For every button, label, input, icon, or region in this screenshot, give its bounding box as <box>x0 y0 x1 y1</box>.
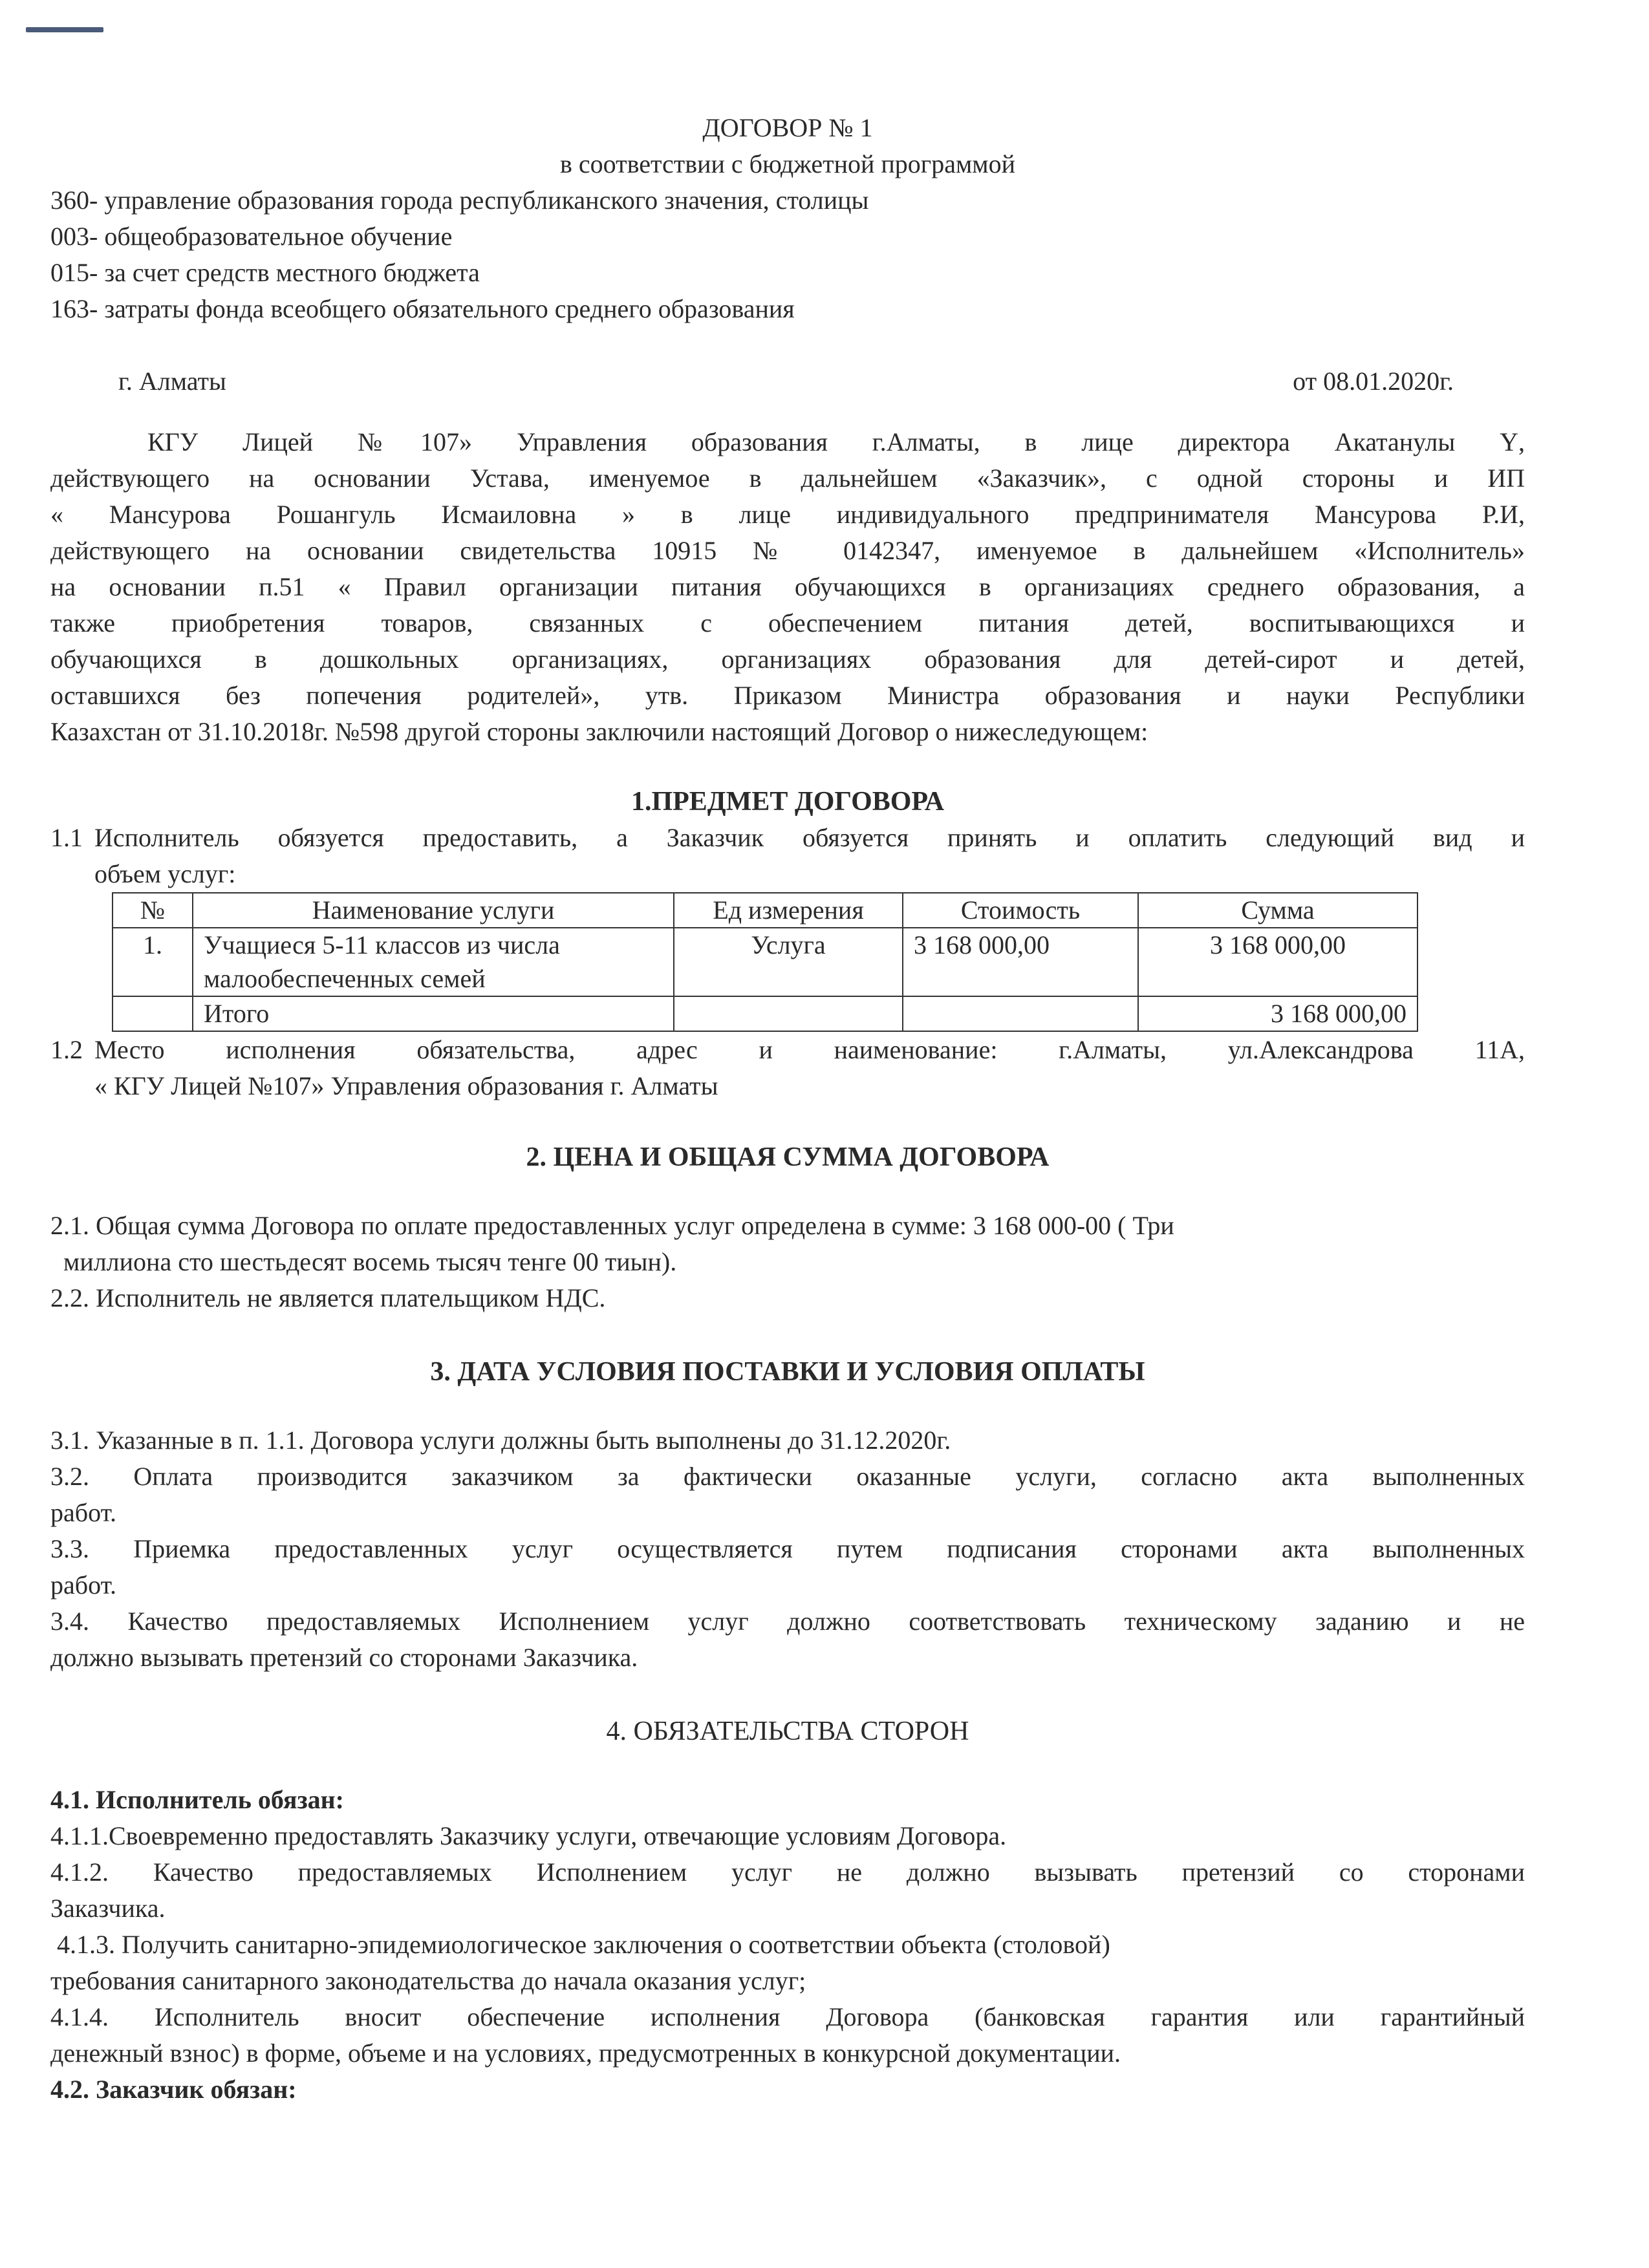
subsection-heading: 4.2. Заказчик обязан: <box>50 2075 297 2104</box>
total-sum: 3 168 000,00 <box>1138 996 1417 1031</box>
section-3-heading: 3. ДАТА УСЛОВИЯ ПОСТАВКИ И УСЛОВИЯ ОПЛАТЫ <box>430 1357 1145 1387</box>
clause-text: объем услуг: <box>94 859 236 888</box>
sum: 3 168 000,00 <box>1138 928 1417 996</box>
clause-number: 1.1 <box>50 823 83 852</box>
clause-text: денежный взнос) в форме, объеме и на условиях, предусмотренных в конкурсной документации. <box>50 2038 1121 2068</box>
contract-page <box>50 97 1525 2108</box>
place-date-row <box>50 363 1525 400</box>
clause-text: Заказчика. <box>50 1894 166 1923</box>
service-name-line: Учащиеся 5-11 классов из числа <box>204 930 560 959</box>
column-header: № <box>113 893 193 928</box>
clause-text: 4.1.2. Качество предоставляемых Исполнением услуг не должно вызывать претензий со сторонами <box>50 1857 1525 1887</box>
clause-text: 2.1. Общая сумма Договора по оплате предоставленных услуг определена в сумме: 3 168 000-00 ( Три <box>50 1211 1174 1240</box>
preamble-line: Казахстан от 31.10.2018г. №598 другой стороны заключили настоящий Договор о нижеследующем: <box>50 717 1148 746</box>
clause-1-1 <box>50 820 1525 892</box>
table-row <box>113 928 1417 996</box>
service-name-line: малообеспеченных семей <box>204 964 486 993</box>
preamble-line: действующего на основании свидетельства 10915 № 0142347, именуемое в дальнейшем «Исполнитель» <box>50 536 1525 565</box>
table-total-row <box>113 996 1417 1031</box>
clause-text: миллиона сто шестьдесят восемь тысяч тенге 00 тиын). <box>63 1247 677 1276</box>
preamble-line: на основании п.51 « Правил организации питания обучающихся в организациях среднего образования, а <box>50 572 1525 601</box>
service-name <box>193 928 674 996</box>
clause-text: требования санитарного законодательства до начала оказания услуг; <box>50 1966 806 1995</box>
unit: Услуга <box>674 928 903 996</box>
budget-codes <box>50 182 1525 327</box>
clause-text: 2.2. Исполнитель не является плательщиком НДС. <box>50 1283 606 1312</box>
column-header: Наименование услуги <box>193 893 674 928</box>
section-4-heading: 4. ОБЯЗАТЕЛЬСТВА СТОРОН <box>606 1717 969 1746</box>
section-3-body <box>50 1422 1525 1676</box>
total-label: Итого <box>193 996 674 1031</box>
clause-number: 1.2 <box>50 1035 83 1064</box>
document-title: ДОГОВОР № 1 <box>702 113 873 142</box>
section-2-heading: 2. ЦЕНА И ОБЩАЯ СУММА ДОГОВОРА <box>526 1142 1050 1172</box>
scan-corner-mark <box>26 27 103 32</box>
budget-code-line: 003- общеобразовательное обучение <box>50 222 453 251</box>
clause-text: Исполнитель обязуется предоставить, а Заказчик обязуется принять и оплатить следующий вид и <box>94 823 1525 852</box>
budget-code-line: 360- управление образования города республиканского значения, столицы <box>50 186 869 215</box>
clause-text: 3.4. Качество предоставляемых Исполнением услуг должно соответствовать техническому заданию и не <box>50 1607 1525 1636</box>
preamble <box>50 424 1525 750</box>
city: г. Алматы <box>118 367 226 396</box>
subsection-heading: 4.1. Исполнитель обязан: <box>50 1785 345 1814</box>
column-header: Стоимость <box>903 893 1138 928</box>
clause-text: Место исполнения обязательства, адрес и наименование: г.Алматы, ул.Александрова 11А, <box>94 1035 1525 1064</box>
clause-text: работ. <box>50 1570 117 1599</box>
section-4-body <box>50 1782 1525 2108</box>
preamble-line: КГУ Лицей №107» Управления образования г.Алматы, в лице директора Акатанулы Ү, <box>147 427 1525 456</box>
clause-text: 4.1.1.Своевременно предоставлять Заказчику услуги, отвечающие условиям Договора. <box>50 1821 1007 1850</box>
budget-code-line: 163- затраты фонда всеобщего обязательного среднего образования <box>50 294 795 323</box>
clause-text: « КГУ Лицей №107» Управления образования г. Алматы <box>94 1071 718 1100</box>
price: 3 168 000,00 <box>903 928 1138 996</box>
preamble-line: также приобретения товаров, связанных с обеспечением питания детей, воспитывающихся и <box>50 608 1525 637</box>
column-header: Ед измерения <box>674 893 903 928</box>
section-1-heading: 1.ПРЕДМЕТ ДОГОВОРА <box>630 787 945 817</box>
document-subtitle: в соответствии с бюджетной программой <box>560 149 1015 178</box>
clause-text: 4.1.3. Получить санитарно-эпидемиологическое заключения о соответствии объекта (столовой) <box>50 1930 1110 1959</box>
empty-cell <box>113 996 193 1031</box>
clause-text: 3.3. Приемка предоставленных услуг осуществляется путем подписания сторонами акта выполненных <box>50 1534 1525 1563</box>
empty-cell <box>903 996 1138 1031</box>
preamble-line: « Мансурова Рошангуль Исмаиловна » в лице индивидуального предпринимателя Мансурова Р.И, <box>50 500 1525 529</box>
table-header-row <box>113 893 1417 928</box>
contract-date: от 08.01.2020г. <box>1293 367 1454 396</box>
clause-text: 3.2. Оплата производится заказчиком за фактически оказанные услуги, согласно акта выполненных <box>50 1462 1525 1491</box>
clause-1-2 <box>50 1032 1525 1104</box>
preamble-line: оставшихся без попечения родителей», утв. Приказом Министра образования и науки Республики <box>50 681 1525 710</box>
budget-code-line: 015- за счет средств местного бюджета <box>50 258 480 287</box>
empty-cell <box>674 996 903 1031</box>
preamble-line: обучающихся в дошкольных организациях, организациях образования для детей-сирот и детей, <box>50 645 1525 674</box>
clause-text: 4.1.4. Исполнитель вносит обеспечение исполнения Договора (банковская гарантия или гарантийный <box>50 2002 1525 2031</box>
column-header: Сумма <box>1138 893 1417 928</box>
clause-text: работ. <box>50 1498 117 1527</box>
row-number: 1. <box>113 928 193 996</box>
clause-text: должно вызывать претензий со сторонами Заказчика. <box>50 1643 638 1672</box>
clause-text: 3.1. Указанные в п. 1.1. Договора услуги должны быть выполнены до 31.12.2020г. <box>50 1426 951 1455</box>
services-table <box>112 892 1418 1032</box>
section-2-body <box>50 1208 1525 1316</box>
preamble-line: действующего на основании Устава, именуемое в дальнейшем «Заказчик», с одной стороны и ИП <box>50 464 1525 493</box>
